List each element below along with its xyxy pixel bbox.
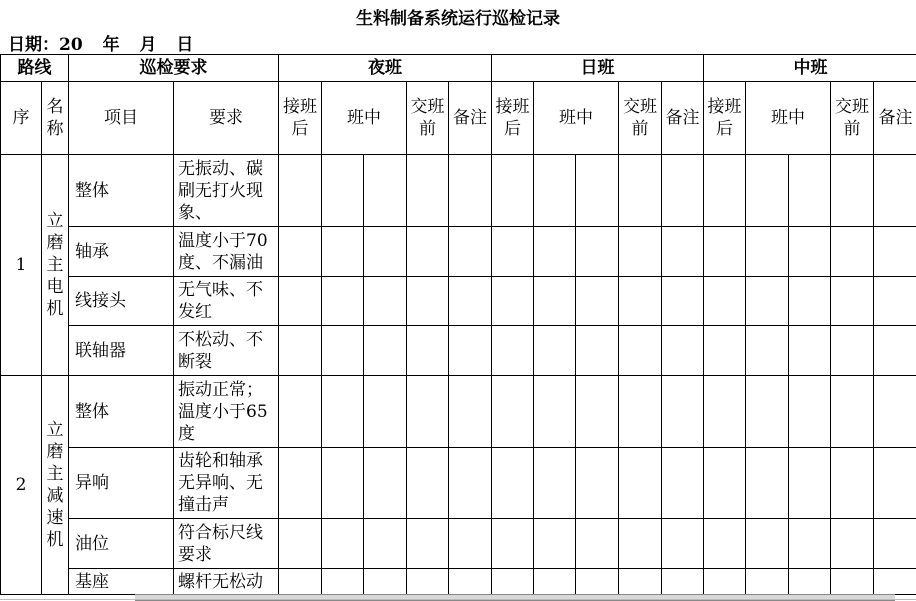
check-cell[interactable] bbox=[534, 569, 576, 595]
check-cell[interactable] bbox=[619, 519, 662, 569]
check-cell[interactable] bbox=[576, 277, 619, 326]
check-cell[interactable] bbox=[789, 448, 831, 519]
check-cell[interactable] bbox=[874, 376, 916, 448]
check-cell[interactable] bbox=[576, 326, 619, 376]
check-cell[interactable] bbox=[279, 376, 322, 448]
check-cell[interactable] bbox=[492, 569, 534, 595]
before-handover-header: 交班前 bbox=[619, 82, 662, 155]
table-row bbox=[1, 227, 916, 277]
check-cell[interactable] bbox=[407, 227, 449, 277]
seq-cell: 1 bbox=[1, 155, 42, 376]
check-cell[interactable] bbox=[662, 376, 704, 448]
after-handover-header: 接班后 bbox=[492, 82, 534, 155]
check-cell[interactable] bbox=[662, 519, 704, 569]
check-cell[interactable] bbox=[534, 227, 576, 277]
check-cell[interactable] bbox=[831, 376, 874, 448]
check-cell[interactable] bbox=[534, 326, 576, 376]
item-header: 项目 bbox=[69, 82, 174, 155]
item-cell: 轴承 bbox=[69, 227, 174, 277]
check-cell[interactable] bbox=[662, 569, 704, 595]
remarks-header: 备注 bbox=[874, 82, 916, 155]
mid-shift-header: 班中 bbox=[746, 82, 831, 155]
check-cell[interactable] bbox=[746, 227, 789, 277]
check-cell[interactable] bbox=[619, 155, 662, 227]
check-cell[interactable] bbox=[407, 376, 449, 448]
equipment-name: 立磨主减速机 bbox=[42, 376, 69, 595]
item-cell: 基座 bbox=[69, 569, 174, 595]
check-cell[interactable] bbox=[874, 519, 916, 569]
remarks-header: 备注 bbox=[449, 82, 492, 155]
check-cell[interactable] bbox=[662, 227, 704, 277]
check-cell[interactable] bbox=[789, 569, 831, 595]
check-cell[interactable] bbox=[831, 448, 874, 519]
seq-header: 序 bbox=[1, 82, 42, 155]
check-cell[interactable] bbox=[407, 519, 449, 569]
check-cell[interactable] bbox=[534, 519, 576, 569]
check-cell[interactable] bbox=[279, 448, 322, 519]
check-cell[interactable] bbox=[619, 326, 662, 376]
before-handover-header: 交班前 bbox=[831, 82, 874, 155]
check-cell[interactable] bbox=[279, 155, 322, 227]
check-cell[interactable] bbox=[449, 227, 492, 277]
check-cell[interactable] bbox=[449, 155, 492, 227]
requirement-cell: 符合标尺线要求 bbox=[174, 519, 279, 569]
check-cell[interactable] bbox=[704, 155, 746, 227]
header-row-2 bbox=[1, 82, 916, 155]
check-cell[interactable] bbox=[449, 519, 492, 569]
check-cell[interactable] bbox=[704, 227, 746, 277]
check-cell[interactable] bbox=[449, 569, 492, 595]
check-cell[interactable] bbox=[619, 448, 662, 519]
requirement-cell: 无振动、碳刷无打火现象、 bbox=[174, 155, 279, 227]
check-cell[interactable] bbox=[619, 569, 662, 595]
shift-header-night: 夜班 bbox=[279, 55, 492, 82]
check-cell[interactable] bbox=[576, 448, 619, 519]
check-cell[interactable] bbox=[789, 155, 831, 227]
table-row bbox=[1, 448, 916, 519]
table-row bbox=[1, 277, 916, 326]
check-cell[interactable] bbox=[746, 376, 789, 448]
check-cell[interactable] bbox=[704, 277, 746, 326]
check-cell[interactable] bbox=[662, 448, 704, 519]
item-cell: 整体 bbox=[69, 376, 174, 448]
check-cell[interactable] bbox=[364, 448, 407, 519]
check-cell[interactable] bbox=[576, 519, 619, 569]
check-cell[interactable] bbox=[534, 376, 576, 448]
check-cell[interactable] bbox=[704, 448, 746, 519]
mid-shift-header: 班中 bbox=[534, 82, 619, 155]
inspection-table bbox=[0, 54, 916, 595]
check-cell[interactable] bbox=[746, 448, 789, 519]
check-cell[interactable] bbox=[704, 376, 746, 448]
check-cell[interactable] bbox=[322, 376, 364, 448]
check-cell[interactable] bbox=[576, 569, 619, 595]
check-cell[interactable] bbox=[449, 376, 492, 448]
check-cell[interactable] bbox=[449, 448, 492, 519]
check-cell[interactable] bbox=[322, 569, 364, 595]
table-row bbox=[1, 519, 916, 569]
route-header: 路线 bbox=[1, 55, 69, 82]
check-cell[interactable] bbox=[704, 326, 746, 376]
check-cell[interactable] bbox=[364, 155, 407, 227]
check-cell[interactable] bbox=[662, 155, 704, 227]
check-cell[interactable] bbox=[874, 277, 916, 326]
requirement-cell: 螺杆无松动 bbox=[174, 569, 279, 595]
before-handover-header: 交班前 bbox=[407, 82, 449, 155]
remarks-header: 备注 bbox=[662, 82, 704, 155]
check-cell[interactable] bbox=[576, 376, 619, 448]
check-cell[interactable] bbox=[789, 519, 831, 569]
inspection-req-header: 巡检要求 bbox=[69, 55, 279, 82]
check-cell[interactable] bbox=[746, 569, 789, 595]
check-cell[interactable] bbox=[831, 227, 874, 277]
check-cell[interactable] bbox=[874, 569, 916, 595]
check-cell[interactable] bbox=[789, 376, 831, 448]
check-cell[interactable] bbox=[322, 519, 364, 569]
requirement-header: 要求 bbox=[174, 82, 279, 155]
mid-shift-header: 班中 bbox=[322, 82, 407, 155]
shift-header-middle: 中班 bbox=[704, 55, 916, 82]
check-cell[interactable] bbox=[831, 326, 874, 376]
check-cell[interactable] bbox=[831, 155, 874, 227]
date-line: 日期：20 年 月 日 bbox=[8, 35, 194, 55]
check-cell[interactable] bbox=[364, 326, 407, 376]
check-cell[interactable] bbox=[704, 569, 746, 595]
check-cell[interactable] bbox=[576, 227, 619, 277]
check-cell[interactable] bbox=[534, 155, 576, 227]
after-handover-header: 接班后 bbox=[704, 82, 746, 155]
check-cell[interactable] bbox=[407, 155, 449, 227]
check-cell[interactable] bbox=[322, 227, 364, 277]
requirement-cell: 温度小于70度、不漏油 bbox=[174, 227, 279, 277]
table-row bbox=[1, 376, 916, 448]
bottom-divider bbox=[0, 599, 916, 600]
check-cell[interactable] bbox=[534, 277, 576, 326]
check-cell[interactable] bbox=[407, 326, 449, 376]
check-cell[interactable] bbox=[789, 227, 831, 277]
check-cell[interactable] bbox=[874, 448, 916, 519]
check-cell[interactable] bbox=[407, 448, 449, 519]
check-cell[interactable] bbox=[364, 376, 407, 448]
check-cell[interactable] bbox=[449, 277, 492, 326]
check-cell[interactable] bbox=[619, 376, 662, 448]
seq-cell: 2 bbox=[1, 376, 42, 595]
check-cell[interactable] bbox=[449, 326, 492, 376]
check-cell[interactable] bbox=[279, 569, 322, 595]
check-cell[interactable] bbox=[279, 227, 322, 277]
check-cell[interactable] bbox=[492, 326, 534, 376]
check-cell[interactable] bbox=[789, 326, 831, 376]
shift-header-day: 日班 bbox=[492, 55, 704, 82]
check-cell[interactable] bbox=[364, 227, 407, 277]
check-cell[interactable] bbox=[322, 326, 364, 376]
check-cell[interactable] bbox=[789, 277, 831, 326]
check-cell[interactable] bbox=[492, 155, 534, 227]
check-cell[interactable] bbox=[492, 227, 534, 277]
item-cell: 异响 bbox=[69, 448, 174, 519]
check-cell[interactable] bbox=[831, 519, 874, 569]
check-cell[interactable] bbox=[831, 277, 874, 326]
check-cell[interactable] bbox=[279, 326, 322, 376]
check-cell[interactable] bbox=[662, 326, 704, 376]
check-cell[interactable] bbox=[746, 277, 789, 326]
check-cell[interactable] bbox=[322, 448, 364, 519]
equipment-name: 立磨主电机 bbox=[42, 155, 69, 376]
check-cell[interactable] bbox=[534, 448, 576, 519]
check-cell[interactable] bbox=[662, 277, 704, 326]
requirement-cell: 无气味、不发红 bbox=[174, 277, 279, 326]
name-header: 名称 bbox=[42, 82, 69, 155]
header-row-1 bbox=[1, 55, 916, 82]
check-cell[interactable] bbox=[746, 155, 789, 227]
item-cell: 联轴器 bbox=[69, 326, 174, 376]
page-title: 生料制备系统运行巡检记录 bbox=[356, 9, 560, 29]
check-cell[interactable] bbox=[322, 155, 364, 227]
check-cell[interactable] bbox=[746, 519, 789, 569]
check-cell[interactable] bbox=[576, 155, 619, 227]
check-cell[interactable] bbox=[364, 519, 407, 569]
check-cell[interactable] bbox=[619, 277, 662, 326]
check-cell[interactable] bbox=[364, 277, 407, 326]
item-cell: 线接头 bbox=[69, 277, 174, 326]
check-cell[interactable] bbox=[619, 227, 662, 277]
check-cell[interactable] bbox=[874, 227, 916, 277]
check-cell[interactable] bbox=[874, 155, 916, 227]
check-cell[interactable] bbox=[279, 519, 322, 569]
requirement-cell: 振动正常；温度小于65度 bbox=[174, 376, 279, 448]
check-cell[interactable] bbox=[492, 376, 534, 448]
requirement-cell: 齿轮和轴承无异响、无撞击声 bbox=[174, 448, 279, 519]
table-row bbox=[1, 155, 916, 227]
item-cell: 油位 bbox=[69, 519, 174, 569]
check-cell[interactable] bbox=[407, 277, 449, 326]
check-cell[interactable] bbox=[492, 519, 534, 569]
table-row bbox=[1, 569, 916, 595]
check-cell[interactable] bbox=[364, 569, 407, 595]
check-cell[interactable] bbox=[746, 326, 789, 376]
check-cell[interactable] bbox=[492, 448, 534, 519]
requirement-cell: 不松动、不断裂 bbox=[174, 326, 279, 376]
check-cell[interactable] bbox=[831, 569, 874, 595]
after-handover-header: 接班后 bbox=[279, 82, 322, 155]
table-row bbox=[1, 326, 916, 376]
check-cell[interactable] bbox=[322, 277, 364, 326]
check-cell[interactable] bbox=[279, 277, 322, 326]
check-cell[interactable] bbox=[704, 519, 746, 569]
check-cell[interactable] bbox=[492, 277, 534, 326]
check-cell[interactable] bbox=[874, 326, 916, 376]
check-cell[interactable] bbox=[407, 569, 449, 595]
item-cell: 整体 bbox=[69, 155, 174, 227]
